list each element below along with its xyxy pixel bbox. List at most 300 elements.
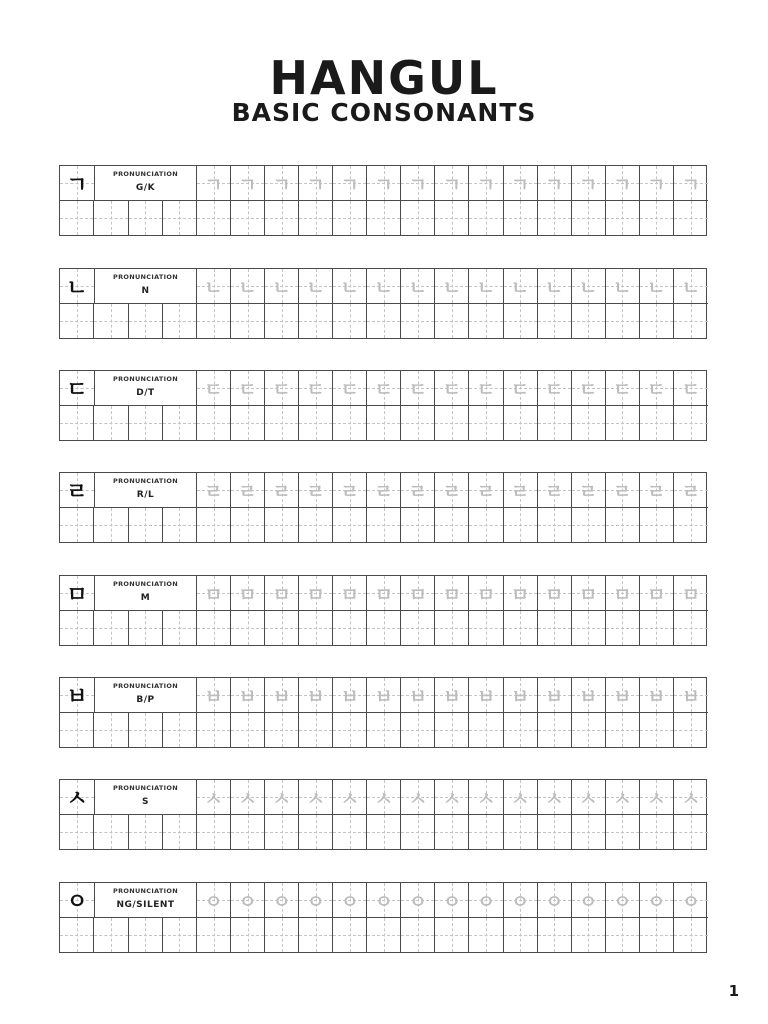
practice-cell (197, 304, 231, 338)
guide-line-horizontal (231, 935, 264, 936)
trace-character: ㄴ (510, 276, 530, 299)
practice-cell (60, 406, 94, 440)
trace-cell (572, 678, 606, 712)
trace-cell (674, 473, 708, 507)
guide-line-horizontal (129, 525, 162, 526)
trace-character: ㄱ (647, 173, 666, 196)
guide-line-horizontal (163, 525, 196, 526)
practice-row (60, 713, 708, 747)
practice-cell (299, 201, 333, 235)
guide-line-horizontal (60, 935, 93, 936)
guide-line-horizontal (538, 525, 571, 526)
trace-cell (674, 371, 708, 405)
guide-line-horizontal (469, 935, 502, 936)
trace-cell (538, 166, 572, 200)
practice-cell (197, 201, 231, 235)
pronunciation-cell (95, 166, 197, 200)
guide-line-horizontal (163, 628, 196, 629)
trace-character: ㅂ (272, 685, 291, 708)
trace-character: ㄷ (476, 378, 496, 401)
guide-line-horizontal (265, 730, 298, 731)
practice-cell (197, 713, 231, 747)
guide-line-horizontal (265, 525, 298, 526)
practice-cell (129, 508, 163, 542)
trace-cell (333, 473, 367, 507)
practice-cell (435, 611, 469, 645)
practice-cell (129, 201, 163, 235)
guide-line-horizontal (469, 525, 502, 526)
guide-line-horizontal (401, 730, 434, 731)
trace-cell (265, 780, 299, 814)
trace-character: ㅇ (238, 890, 257, 913)
trace-cell (674, 678, 708, 712)
practice-row (60, 815, 708, 849)
guide-line-horizontal (299, 832, 332, 833)
guide-line-horizontal (504, 321, 537, 322)
guide-line-horizontal (60, 321, 93, 322)
guide-line-horizontal (401, 935, 434, 936)
guide-line-horizontal (606, 730, 639, 731)
guide-line-horizontal (299, 628, 332, 629)
guide-line-horizontal (572, 218, 605, 219)
trace-cell (299, 473, 333, 507)
practice-cell (197, 406, 231, 440)
guide-line-horizontal (469, 628, 502, 629)
practice-cell (538, 815, 572, 849)
practice-cell (367, 815, 401, 849)
pronunciation-value: D/T (136, 388, 155, 398)
trace-cell (606, 576, 640, 610)
guide-line-horizontal (163, 218, 196, 219)
practice-cell (640, 611, 674, 645)
guide-line-horizontal (538, 935, 571, 936)
trace-cell (265, 166, 299, 200)
guide-line-horizontal (367, 832, 400, 833)
practice-cell (469, 713, 503, 747)
practice-cell (60, 815, 94, 849)
guide-line-horizontal (674, 423, 708, 424)
trace-character: ㅅ (681, 787, 701, 810)
practice-cell (231, 611, 265, 645)
practice-cell (401, 508, 435, 542)
trace-cell (504, 576, 538, 610)
guide-line-horizontal (435, 525, 468, 526)
trace-cell (674, 780, 708, 814)
trace-character: ㅂ (408, 685, 428, 708)
guide-line-horizontal (606, 423, 639, 424)
practice-cell (265, 918, 299, 952)
trace-cell (367, 473, 401, 507)
pronunciation-label: PRONUNCIATION (113, 580, 178, 588)
pronunciation-label: PRONUNCIATION (113, 477, 178, 485)
guide-line-horizontal (572, 423, 605, 424)
trace-character: ㄷ (408, 378, 428, 401)
trace-character: ㅇ (306, 890, 325, 913)
trace-character: ㅅ (510, 787, 530, 810)
practice-cell (333, 611, 367, 645)
trace-cell (606, 473, 640, 507)
trace-cell (401, 576, 435, 610)
trace-character: ㄹ (647, 480, 666, 503)
trace-cell (265, 883, 299, 917)
trace-cell (401, 883, 435, 917)
trace-cell (231, 269, 265, 303)
trace-character: ㄱ (204, 173, 223, 196)
guide-line-horizontal (367, 935, 400, 936)
practice-cell (504, 815, 538, 849)
trace-character: ㅅ (613, 787, 632, 810)
guide-line-horizontal (94, 730, 127, 731)
consonant-practice-block (59, 779, 707, 850)
guide-line-horizontal (367, 628, 400, 629)
practice-cell (606, 918, 640, 952)
practice-cell (94, 304, 128, 338)
trace-character: ㅅ (306, 787, 325, 810)
practice-cell (333, 406, 367, 440)
practice-cell (538, 918, 572, 952)
trace-cell (367, 678, 401, 712)
guide-line-horizontal (299, 423, 332, 424)
practice-cell (299, 713, 333, 747)
trace-character: ㅂ (238, 685, 257, 708)
trace-character: ㄱ (681, 173, 701, 196)
trace-character: ㄹ (579, 480, 598, 503)
pronunciation-label: PRONUNCIATION (113, 784, 178, 792)
practice-cell (640, 201, 674, 235)
trace-character: ㅂ (340, 685, 359, 708)
guide-line-horizontal (401, 218, 434, 219)
practice-cell (401, 304, 435, 338)
consonant-character: ㄷ (66, 377, 88, 403)
trace-cell (435, 678, 469, 712)
practice-cell (504, 611, 538, 645)
trace-character: ㄴ (544, 276, 564, 299)
guide-line-horizontal (265, 832, 298, 833)
consonant-practice-block (59, 677, 707, 748)
practice-cell (163, 815, 197, 849)
practice-cell (640, 918, 674, 952)
practice-cell (197, 815, 231, 849)
trace-cell (572, 576, 606, 610)
guide-line-horizontal (572, 935, 605, 936)
pronunciation-cell (95, 576, 197, 610)
practice-cell (367, 406, 401, 440)
trace-character: ㅇ (681, 890, 701, 913)
practice-cell (367, 611, 401, 645)
trace-character: ㄴ (204, 276, 223, 299)
practice-cell (674, 713, 708, 747)
practice-cell (640, 713, 674, 747)
trace-cell (401, 371, 435, 405)
guide-line-horizontal (197, 321, 230, 322)
trace-cell (231, 473, 265, 507)
guide-line-horizontal (299, 218, 332, 219)
trace-cell (469, 576, 503, 610)
practice-cell (94, 815, 128, 849)
guide-line-horizontal (606, 321, 639, 322)
trace-cell (299, 269, 333, 303)
guide-line-horizontal (538, 628, 571, 629)
practice-cell (60, 611, 94, 645)
guide-line-horizontal (640, 525, 673, 526)
practice-cell (572, 406, 606, 440)
trace-character: ㄷ (510, 378, 530, 401)
trace-cell (299, 678, 333, 712)
guide-line-horizontal (163, 423, 196, 424)
trace-character: ㅁ (544, 583, 564, 606)
trace-cell (435, 473, 469, 507)
guide-line-horizontal (538, 730, 571, 731)
practice-cell (367, 304, 401, 338)
guide-line-horizontal (435, 935, 468, 936)
trace-row (60, 678, 708, 713)
practice-cell (469, 611, 503, 645)
trace-character: ㅇ (340, 890, 359, 913)
consonant-character: ㅁ (66, 582, 88, 608)
guide-line-horizontal (231, 628, 264, 629)
practice-cell (469, 201, 503, 235)
consonant-character: ㄱ (66, 172, 88, 198)
trace-character: ㅂ (442, 685, 462, 708)
trace-character: ㄹ (613, 480, 632, 503)
guide-line-horizontal (640, 730, 673, 731)
consonant-character: ㅅ (66, 786, 88, 812)
trace-character: ㅇ (544, 890, 564, 913)
practice-cell (469, 815, 503, 849)
guide-line-horizontal (163, 730, 196, 731)
pronunciation-cell (95, 678, 197, 712)
practice-cell (94, 918, 128, 952)
practice-cell (640, 406, 674, 440)
pronunciation-cell (95, 269, 197, 303)
trace-cell (538, 678, 572, 712)
practice-cell (538, 713, 572, 747)
guide-line-horizontal (469, 218, 502, 219)
guide-line-horizontal (538, 218, 571, 219)
trace-row (60, 883, 708, 918)
trace-cell (299, 371, 333, 405)
trace-character: ㅅ (442, 787, 462, 810)
practice-cell (94, 508, 128, 542)
practice-cell (572, 713, 606, 747)
guide-line-horizontal (606, 935, 639, 936)
guide-line-horizontal (504, 730, 537, 731)
practice-cell (163, 508, 197, 542)
trace-cell (231, 883, 265, 917)
guide-line-horizontal (265, 935, 298, 936)
trace-character: ㅇ (442, 890, 462, 913)
trace-character: ㄱ (544, 173, 564, 196)
guide-line-horizontal (231, 525, 264, 526)
trace-cell (367, 371, 401, 405)
trace-character: ㅂ (374, 685, 393, 708)
guide-line-horizontal (60, 525, 93, 526)
practice-cell (640, 508, 674, 542)
practice-cell (538, 508, 572, 542)
trace-cell (333, 269, 367, 303)
practice-cell (435, 406, 469, 440)
pronunciation-label: PRONUNCIATION (113, 170, 178, 178)
guide-line-horizontal (469, 832, 502, 833)
trace-cell (367, 269, 401, 303)
practice-cell (333, 201, 367, 235)
trace-character: ㅅ (408, 787, 428, 810)
trace-cell (231, 780, 265, 814)
guide-line-horizontal (333, 218, 366, 219)
practice-cell (606, 611, 640, 645)
practice-cell (401, 611, 435, 645)
guide-line-horizontal (435, 218, 468, 219)
trace-row (60, 780, 708, 815)
practice-cell (640, 304, 674, 338)
practice-cell (538, 406, 572, 440)
trace-cell (401, 473, 435, 507)
practice-cell (469, 406, 503, 440)
guide-line-horizontal (538, 832, 571, 833)
guide-line-horizontal (60, 832, 93, 833)
trace-cell (469, 780, 503, 814)
trace-character: ㄱ (340, 173, 359, 196)
trace-character: ㄱ (408, 173, 428, 196)
trace-character: ㅁ (204, 583, 223, 606)
trace-cell (640, 576, 674, 610)
trace-character: ㅁ (374, 583, 393, 606)
guide-line-horizontal (197, 935, 230, 936)
pronunciation-label: PRONUNCIATION (113, 887, 178, 895)
trace-cell (469, 166, 503, 200)
trace-cell (401, 678, 435, 712)
trace-character: ㅁ (238, 583, 257, 606)
guide-line-horizontal (469, 321, 502, 322)
trace-character: ㄷ (613, 378, 632, 401)
practice-cell (401, 406, 435, 440)
consonant-cell (60, 780, 95, 814)
practice-cell (265, 611, 299, 645)
trace-character: ㄴ (306, 276, 325, 299)
trace-cell (504, 269, 538, 303)
practice-cell (435, 201, 469, 235)
practice-cell (231, 406, 265, 440)
trace-character: ㅂ (476, 685, 496, 708)
trace-character: ㄷ (204, 378, 223, 401)
trace-character: ㄴ (408, 276, 428, 299)
trace-cell (674, 883, 708, 917)
practice-cell (572, 201, 606, 235)
guide-line-horizontal (504, 628, 537, 629)
practice-cell (299, 611, 333, 645)
guide-line-horizontal (333, 525, 366, 526)
pronunciation-value: N (141, 286, 150, 296)
trace-cell (572, 371, 606, 405)
practice-cell (60, 508, 94, 542)
practice-cell (197, 508, 231, 542)
guide-line-horizontal (333, 423, 366, 424)
trace-cell (333, 166, 367, 200)
trace-cell (401, 269, 435, 303)
practice-cell (674, 918, 708, 952)
trace-cell (640, 166, 674, 200)
practice-cell (163, 201, 197, 235)
practice-cell (367, 918, 401, 952)
practice-row (60, 304, 708, 338)
trace-character: ㄷ (306, 378, 325, 401)
guide-line-horizontal (333, 935, 366, 936)
practice-cell (606, 406, 640, 440)
trace-character: ㄷ (374, 378, 393, 401)
guide-line-horizontal (401, 423, 434, 424)
guide-line-horizontal (606, 832, 639, 833)
trace-cell (572, 780, 606, 814)
trace-character: ㄱ (272, 173, 291, 196)
consonant-practice-block (59, 268, 707, 339)
practice-cell (367, 713, 401, 747)
trace-cell (538, 269, 572, 303)
guide-line-horizontal (94, 935, 127, 936)
guide-line-horizontal (60, 423, 93, 424)
practice-cell (606, 508, 640, 542)
trace-character: ㄴ (272, 276, 291, 299)
practice-cell (504, 713, 538, 747)
trace-character: ㄱ (374, 173, 393, 196)
trace-character: ㅁ (681, 583, 701, 606)
practice-cell (572, 508, 606, 542)
trace-cell (197, 780, 231, 814)
practice-cell (504, 201, 538, 235)
trace-character: ㄹ (272, 480, 291, 503)
guide-line-horizontal (129, 628, 162, 629)
trace-cell (606, 269, 640, 303)
trace-character: ㅁ (272, 583, 291, 606)
guide-line-horizontal (299, 935, 332, 936)
trace-character: ㅇ (408, 890, 428, 913)
trace-cell (435, 576, 469, 610)
practice-row (60, 918, 708, 952)
trace-cell (572, 473, 606, 507)
guide-line-horizontal (60, 730, 93, 731)
trace-character: ㅁ (579, 583, 598, 606)
practice-cell (674, 815, 708, 849)
trace-character: ㄹ (476, 480, 496, 503)
practice-cell (299, 406, 333, 440)
practice-cell (538, 304, 572, 338)
guide-line-horizontal (367, 730, 400, 731)
practice-cell (129, 611, 163, 645)
trace-character: ㄴ (340, 276, 359, 299)
practice-cell (60, 201, 94, 235)
guide-line-horizontal (674, 730, 708, 731)
practice-cell (674, 611, 708, 645)
practice-cell (333, 815, 367, 849)
trace-character: ㄹ (340, 480, 359, 503)
trace-character: ㅇ (476, 890, 496, 913)
consonant-cell (60, 371, 95, 405)
practice-cell (129, 304, 163, 338)
guide-line-horizontal (674, 218, 708, 219)
practice-cell (299, 918, 333, 952)
pronunciation-value: R/L (136, 490, 155, 500)
practice-cell (60, 713, 94, 747)
guide-line-horizontal (94, 218, 127, 219)
trace-cell (674, 576, 708, 610)
trace-character: ㅇ (647, 890, 666, 913)
trace-cell (640, 269, 674, 303)
consonant-cell (60, 166, 95, 200)
guide-line-horizontal (504, 423, 537, 424)
guide-line-horizontal (94, 321, 127, 322)
practice-row (60, 508, 708, 542)
trace-character: ㄱ (442, 173, 462, 196)
guide-line-horizontal (572, 730, 605, 731)
